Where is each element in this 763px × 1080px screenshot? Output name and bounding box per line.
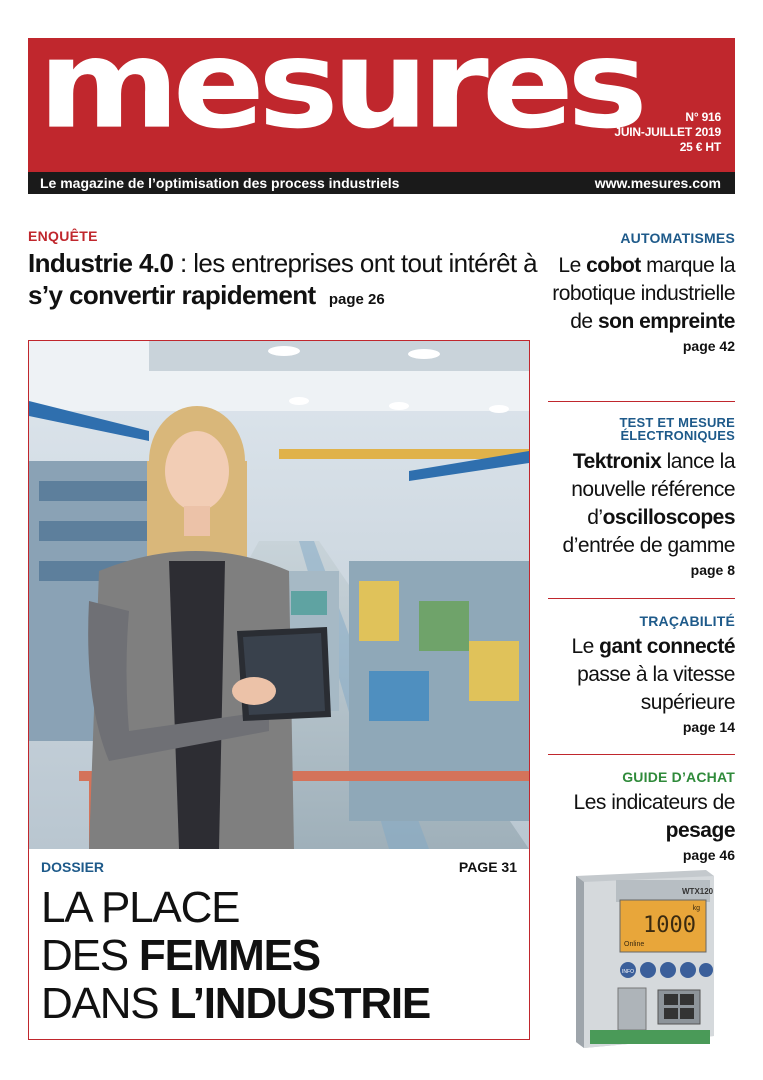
sidebar-label: TRAÇABILITÉ xyxy=(639,613,735,629)
dossier-line-3-light: DANS xyxy=(41,979,170,1028)
device-brand: WTX120 xyxy=(682,887,714,896)
device-display-unit: kg xyxy=(692,905,700,912)
enquete-page: page 26 xyxy=(328,291,385,308)
sidebar-article-guide-achat[interactable] xyxy=(548,769,735,863)
sidebar-title: Le gant connecté passe à la vitesse supérieure xyxy=(571,635,735,714)
divider xyxy=(548,401,735,402)
sidebar-title: Le cobot marque la robotique industrielle de son empreinte xyxy=(552,254,735,333)
website-link[interactable]: www.mesures.com xyxy=(594,175,721,191)
tagline: Le magazine de l’optimisation des process industriels xyxy=(40,175,400,191)
dossier-line-3-bold: L’INDUSTRIE xyxy=(169,979,431,1028)
device-display-status: Online xyxy=(624,941,645,948)
weighing-indicator-illustration xyxy=(556,866,726,1056)
dossier-label: DOSSIER xyxy=(41,859,105,875)
issue-price: 25 € HT xyxy=(679,140,721,154)
sidebar-page: page 14 xyxy=(682,719,735,735)
dossier-page: PAGE 31 xyxy=(458,859,517,875)
sidebar-article-tracabilite[interactable] xyxy=(548,613,735,735)
sidebar-article-test-mesure[interactable] xyxy=(548,416,735,578)
cover-photo xyxy=(29,341,529,849)
sidebar-page: page 42 xyxy=(682,338,735,354)
dossier-line-2-light: DES xyxy=(41,931,139,980)
dossier-line-1: LA PLACE xyxy=(41,883,240,932)
divider xyxy=(548,754,735,755)
issue-info xyxy=(614,110,721,155)
tagline-bar xyxy=(28,172,735,194)
magazine-logo: mesures xyxy=(38,14,641,157)
sidebar-label: TEST ET MESURE ÉLECTRONIQUES xyxy=(619,415,735,443)
sidebar-article-automatismes[interactable] xyxy=(548,230,735,354)
sidebar-page: page 8 xyxy=(690,562,735,578)
dossier-frame xyxy=(28,340,530,1040)
masthead xyxy=(28,14,735,172)
enquete-label: ENQUÊTE xyxy=(28,228,98,244)
enquete-title-bold-2: s’y convertir rapidement xyxy=(28,280,316,310)
sidebar-label: GUIDE D’ACHAT xyxy=(622,769,735,785)
enquete-title-text: : les entreprises ont tout intérêt à xyxy=(173,248,538,278)
device-display-value: 1000 xyxy=(643,913,696,938)
sidebar-page: page 46 xyxy=(682,847,735,863)
sidebar-title: Tektronix lance la nouvelle référence d’oscilloscopes d’entrée de gamme xyxy=(562,450,735,557)
device-info-button: INFO xyxy=(622,969,634,975)
enquete-headline[interactable] xyxy=(28,247,548,316)
divider xyxy=(548,598,735,599)
dossier-headline[interactable] xyxy=(41,884,430,1028)
sidebar-label: AUTOMATISMES xyxy=(620,230,735,246)
weighing-indicator-image xyxy=(556,866,726,1056)
issue-number: N° 916 xyxy=(685,110,721,124)
sidebar-title: Les indicateurs de pesage xyxy=(573,791,735,842)
issue-date: JUIN-JUILLET 2019 xyxy=(614,125,721,139)
factory-photo-illustration xyxy=(29,341,529,849)
dossier-line-2-bold: FEMMES xyxy=(138,931,320,980)
enquete-title-bold-1: Industrie 4.0 xyxy=(28,248,174,278)
